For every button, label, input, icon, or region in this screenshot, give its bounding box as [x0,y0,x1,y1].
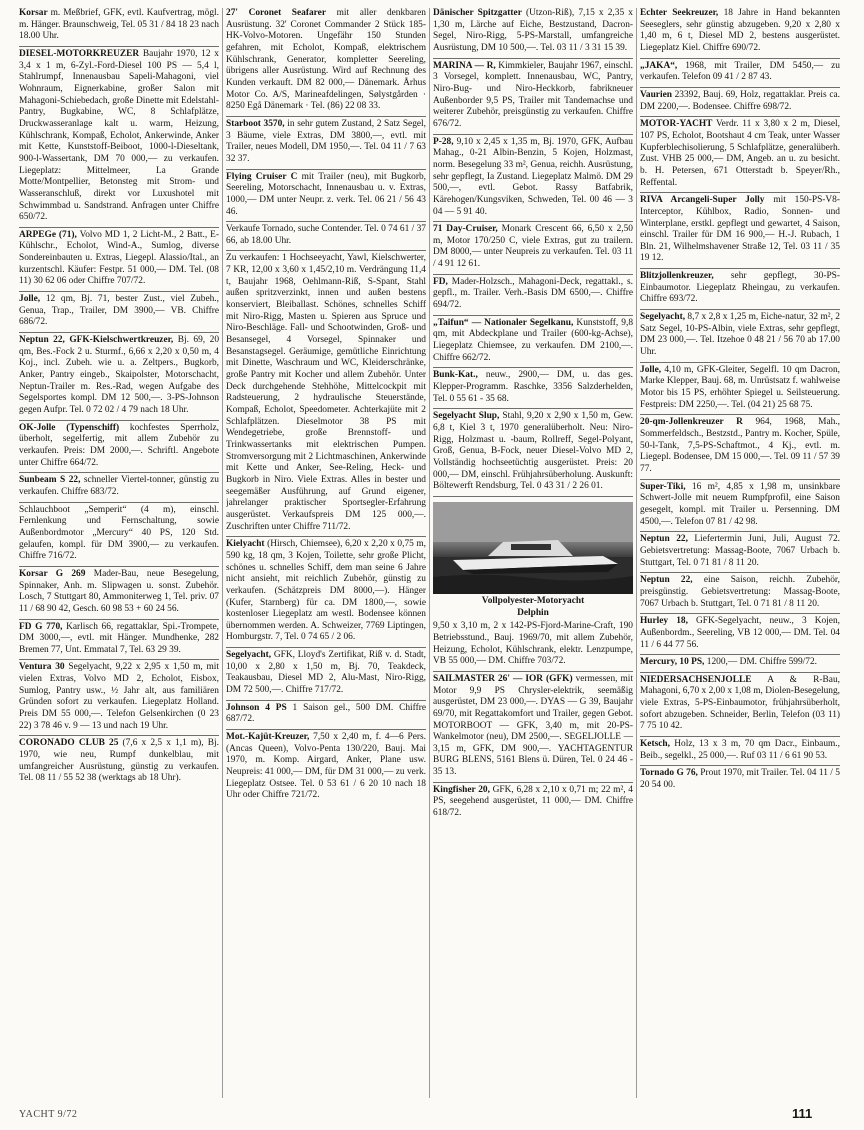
ad-body-text: m. Meßbrief, GFK, evtl. Kaufvertrag, mögl. m. Hänger. Braunschweig, Tel. 05 31 / 84 18 23 nach 18.00 Uhr. [19,8,219,42]
classified-ad [433,672,633,783]
ad-body-text: GFK, 6,28 x 2,10 x 0,71 m; 22 m², 4 PS, seegehend ausgerüstet, 11 000,— DM. Chiffre 618/72. [433,784,633,819]
ad-headline: Mercury, 10 PS, [640,657,705,668]
ad-headline: NIEDERSACHSENJOLLE [640,674,752,685]
classified-ad [19,333,219,421]
ad-headline: „JAKA“, [640,60,678,71]
classified-ad [640,673,840,737]
ad-body-text: GFK-Segelyacht, neuw., 3 Kojen, Außenbordm., Seereling, VB 12 000,— DM. Tel. 04 11 / 6 44 77 56. [640,616,840,650]
boat-photo [433,502,633,594]
ad-body-text: Liefertermin Juni, Juli, August 72. Gebietsvertretung: Massag-Boote, 7067 Urbach b. Stuttgart, Tel. 0 71 81 / 8 11 20. [640,534,840,568]
ad-column-3 [433,6,633,1102]
ad-headline: Hurley 18, [640,616,688,627]
classified-ad [640,766,840,794]
ad-column-4 [640,6,840,1102]
ad-body-text: Holz, 13 x 3 m, 70 qm Dacr., Einbaum., Beib., segelkl., 25 000,—. Ruf 03 11 / 6 61 90 53. [640,739,840,761]
classified-ad [19,228,219,292]
ad-headline: Vaurien [640,89,672,100]
classified-ad [640,88,840,117]
ad-body-text: Karlisch 66, regattaklar, Spi.-Trompete, DM 3000,—, evtl. mit Hänger. Mundhenke, 282 Bremen 77, Unt. Emmatal 7, Tel. 63 29 39. [19,621,219,655]
ad-headline: Johnson 4 PS [226,702,287,713]
column-divider [222,8,223,1098]
photo-caption: Vollpolyester-Motoryacht Delphin [481,595,585,618]
ad-headline: Segelyacht, [226,650,272,661]
classified-ad [19,736,219,788]
ad-body-text: neuw., 2900,— DM, u. das ges. Klepper-Programm. Raschke, 3356 Salzderhelden, Tel. 0 55 61 - 35 68. [433,370,633,404]
classified-ad [433,222,633,275]
ad-body-text: Mader-Holzsch., Mahagoni-Deck, regattakl., s. gepfl., m. Trailer. Verh.-Basis DM 6500,—. Chiffre 694/72. [433,276,633,311]
classified-ad [19,660,219,736]
classified-ad [226,537,426,648]
ad-body-text: Mader-Bau, neue Besegelung, Spinnaker, Anh. m. Slipwagen u. sonst. Zubehör. Losch, 7 Stuttgart 80, Ammoniterweg 1, Tel. priv. 07 11 / 68 90 42, Gesch. 60 98 53 + 60 24 56. [19,568,219,614]
classified-ad [226,701,426,730]
classified-ad [433,135,633,223]
classified-ad [226,730,426,805]
ad-body-text: (Hirsch, Chiemsee), 6,20 x 2,20 x 0,75 m, 590 kg, 18 qm, 3 Kojen, Toilette, sehr große Plicht, schönes u. schnelles Schiff, dem man seine 6 Jahre nicht ansieht, mit reichlich Zubehör, günstig zu verkaufen. (Schätzpreis DM 8000,—). Hänger (Kufer, Starnberg) für ca. DM 1800,—, sowie kostenloser Liegeplatz am westl. Bodensee können übernommen werden. A. Schweizer, 7769 Liptingen, Homburgstr. 7, Tel. 0 74 65 / 2 06. [226,539,426,643]
ad-body-text: 8,7 x 2,8 x 1,25 m, Eiche-natur, 32 m², 2 Satz Segel, 10-PS-Albin, viele Extras, sehr gepflegt, DM 23 000,—. Tel. Itzehoe 0 48 21 / 56 70 ab 17.00 Uhr. [640,312,840,358]
classified-ad [640,737,840,766]
ad-headline: RIVA Arcangeli-Super Jolly [640,195,765,206]
ad-headline: 71 Day-Cruiser, [433,224,498,235]
classified-ad [19,567,219,620]
ad-body-text: Kimmkieler, Baujahr 1967, einschl. 3 Vorsegel, komplett. Innenausbau, WC, Pantry, Niro-Bug- und Niro-Heckkorb, fabrikneuer Außenborder 9,5 PS, Trailer mit Tandemachse und weiterer Zubehör, preisgünstig zu verkaufen. Chiffre 676/72. [433,60,633,129]
ad-body-text: 1200,— DM. Chiffre 599/72. [704,657,817,668]
ad-body-text: 964, 1968, Mah., Sommerfeldsch., Bestzstd., Pantry m. Kocher, Spüle, 50-l-Tank, 7,5-PS-Schaftmot., 4 Kj., evtl. m. Liegepl. Bodensee, DM 15 000,—. Tel. 09 11 / 57 39 77. [640,417,840,474]
ad-headline: Ventura 30 [19,662,65,673]
ad-body-text: (Utzon-Riß), 7,15 x 2,35 x 1,30 m, Lärche auf Eiche, Bestzustand, Dacron-Segel, Niro-Rigg, 5-PS-Marstall, umfangreiche Ausrüstung, DM 10 500,—. Tel. 03 11 / 3 31 15 39. [433,8,633,53]
ad-headline: FD, [433,276,448,287]
classified-ad [433,497,633,672]
ad-body-text: vermessen, mit Motor 9,9 PS Chrysler-elektrik, seemäßig ausgerüstet, DM 23 000,—. DYAS — G 39, Baujahr 69/70, mit Regattakomfort und Trailer, gegen Gebot. MOTORBOOT — GFK, 3,40 m, mit 20-PS-Wankelmotor (neu), DM 2500,—. SEGELJOLLE — 3,15 m, GFK, DM 900,—. YACHTAGENTUR BURG BLENS, 5161 Blens ü. Düren, Tel. 0 24 46 - 35 13. [433,673,633,778]
classified-ad [226,648,426,701]
ad-body-text: 9,50 x 3,10 m, 2 x 142-PS-Fjord-Marine-Craft, 190 Betriebsstund., Bauj. 1969/70, mit allem Zubehör, Heizung, Echolot, Kühlschrank, elektr. Lenzpumpe, VB 55 000,— DM. Chiffre 703/72. [433,621,633,667]
classified-ad [19,6,219,47]
classified-ad [19,47,219,228]
classified-ad [640,363,840,416]
ad-body-text: Stahl, 9,20 x 2,90 x 1,50 m, Gew. 6,8 t, Kiel 3 t, 1970 generalüberholt. Neu: Niro-Rigg, Holzmast u. -baum, Rollreff, Segel-Polyant, Groß, Genua, B-Fock, neuer Diesel-Volvo MD 2, Vollständig hochseetüchtig ausgerüstet. Preis: 20 000,— DM, einschl. Frühjahrsüberholung. Auskunft: Böltewerft Rendsburg, Tel. 0 43 31 / 2 26 01. [433,411,633,492]
classified-ad [640,573,840,614]
classified-ad [640,59,840,88]
ad-body-text: (7,6 x 2,5 x 1,1 m), Bj. 1970, wie neu, Rumpf dunkelblau, mit umfangreicher Ausrüstung, günstig zu verkaufen. Tel. 08 11 / 55 52 38 (werktags ab 18 Uhr). [19,738,219,784]
ad-body-text: mit Trailer (neu), mit Bugkorb, Seereling, Motorschacht, Innenausbau u. v. Extras, 1000,— DM unter Neupr. z. verk. Tel. 06 21 / 56 43 46. [226,171,426,217]
classified-ad [640,6,840,59]
classified-ad [19,292,219,333]
ad-headline: Blitzjollenkreuzer, [640,271,714,282]
ad-headline: Bunk-Kat., [433,370,478,381]
classified-ad [640,532,840,573]
ad-body-text: eine Saison, reichh. Zubehör, preisgünstig. Gebietsvertretung: Massag-Boote, 7067 Urbach b. Stuttgart, Tel. 0 71 81 / 8 11 20. [640,575,840,609]
classified-ad [19,473,219,502]
ad-headline: Segelyacht Slup, [433,411,500,422]
ad-body-text: GFK, Lloyd's Zertifikat, Riß v. d. Stadt, 10,00 x 2,80 x 1,50 m, Bj. 70, Teakdeck, Teakausbau, Diesel MD 2, Alu-Mast, Niro-Rigg, DM 72 500,—. Chiffre 717/72. [226,650,426,696]
ad-headline: 20-qm-Jollenkreuzer R [640,417,743,428]
classified-ad [19,503,219,567]
classified-ad [640,480,840,533]
classified-ad [226,6,426,117]
ad-body-text: 1 Saison gel., 500 DM. Chiffre 687/72. [226,702,426,725]
ad-body-text: schneller Viertel-tonner, günstig zu verkaufen. Chiffre 683/72. [19,475,219,497]
ad-headline: Mot.-Kajüt-Kreuzer, [226,732,310,743]
ad-headline: DIESEL-MOTORKREUZER [19,48,140,59]
ad-body-text: 16 m², 4,85 x 1,98 m, unsinkbare Schwert-Jolle mit neuem Rumpfprofil, eine Saison gesegelt, kompl. mit Trailer u. Persenning. DM 4500,—. Telefon 07 81 / 42 98. [640,481,840,527]
ad-headline: Kielyacht [226,539,265,550]
classified-ad [640,193,840,269]
ad-body-text: Zu verkaufen: 1 Hochseeyacht, Yawl, Kielschwerter, 7 KR, 12,00 x 3,60 x 1,45/2,10 m. Verdrängung 11,4 t, Baujahr 1968, Oehlmann-Riß, S-Spant, Stahl außen spritzverzinkt, innen und außen bestens konserviert, Bleiballast. Schönes, schnelles Schiff mit Niro-Rigg, Masten u. Spieren aus Spruce und Niro-Beschläge. Fall- und Schootwinden, Groß- und Besansegel, 4 Vorsegel, Spinnaker und Besanstagsegel. Geräumige, gemütliche Einrichtung mit Dinette, Waschraum und WC, Kleiderschränke, große Pantry mit Kocher und allem Zubehör. Unter Deck durchgehende Stehhöhe, Mittelcockpit mit Radsteuerung, 2 hydraulische Steuerstände, Kompaß, Echolot, Speedometer. Achterkajüte mit 2 Schlafplätzen. Dieselmotor 38 PS mit Wendegetriebe, große Brennstoff- und Trinkwassertanks mit elektrischen Pumpen. Stromversorgung mit 2 Lichtmaschinen, Ankerwinde mit Kette und Anker, See-Reling, Heck- und Bugkorb in Niro. Viele Extras. Alles in bester und seegemäßer Ausführung, auf Grund eigener, jahrelanger praktischer Sportsegler-Erfahrung ausgerüstet. Verkaufspreis DM 125 000,—. Zuschriften unter Chiffre 711/72. [226,253,426,532]
ad-body-text: 4,10 m, GFK-Gleiter, Segelfl. 10 qm Dacron, Marke Klepper, Bauj. 68, m. Unrüstsatz f. wahlweise Motor bis 15 PS, erhöhter Spiegel u. Seilsteuerung. Festpreis: DM 2250,—. Tel. (04 21) 25 68 75. [640,364,840,410]
ad-body-text: Verdr. 11 x 3,80 x 2 m, Diesel, 107 PS, Echolot, Bootshaut 4 cm Teak, unter Wasser Kupferblechisolierung, 5 Schlafplätze, generalüberh. Zust. VHB 25 000,— DM, Angeb. an u. zu besicht. b. H. Petersen, 671 Otterstadt b. Speyer/Rh., Reffental. [640,119,840,188]
ad-headline: Echter Seekreuzer, [640,8,719,18]
magazine-issue-label: YACHT 9/72 [19,1109,78,1120]
classified-ad [640,310,840,363]
ad-body-text: Prout 1970, mit Trailer. Tel. 04 11 / 5 20 54 00. [640,768,840,791]
ad-body-text: 9,10 x 2,45 x 1,35 m, Bj. 1970, GFK, Aufbau Mahag., 0-21 Albin-Benzin, 5 Kojen, Holzmast, norm. Besegelung 33 m², Genua, reichh. Ausrüstung, sehr gepflegt, Ia Zustand. Liegeplatz Malmö. DM 29 500,—, evtl. Gebot. Rassy Batfabrik, Kärehogen/Kungsviken, Schweden, Tel. 00 46 — 3 04 — 5 91 40. [433,136,633,217]
ad-body-text: 7,50 x 2,40 m, f. 4—6 Pers. (Ancas Queen), Volvo-Penta 130/220, Bauj. Mai 1970, m. Komp. Airgard, Anker, Plane usw. Neupreis: 41 000,— DM, für DM 31 000,— zu verk. Liegeplatz Ostsee. Tel. 0 53 61 / 6 20 10 nach 18 Uhr oder Chiffre 721/72. [226,732,426,801]
ad-headline: Jolle, [19,294,41,305]
classified-ad [640,117,840,193]
ad-headline: MARINA — R, [433,60,496,71]
classified-ad [640,269,840,310]
ad-headline: Starboot 3570, [226,118,285,129]
ad-body-text: mit 150-PS-V8-Interceptor, Kühlbox, Radio, Sonnen- und Winterplane, erstkl. gepflegt und gewartet, 4 Saison, einschl. Trailer für DM 16 900,— H.-J. Rubach, 1 Bln. 21, Wilhelmshavener Straße 12, Tel. 03 11 / 35 19 12. [640,195,840,264]
ad-headline: Sunbeam S 22, [19,475,81,486]
classified-ad [433,783,633,823]
ad-body-text: A & R-Bau, Mahagoni, 6,70 x 2,00 x 1,08 m, Diolen-Besegelung, viele Extras, 5-PS-Einbaumotor, frühjahrsüberholt, sofort abzugeben. Schneider, Berlin, Telefon (03 11) 7 75 10 42. [640,674,840,732]
ad-body-text: Kunststoff, 9,8 qm, mit Abdeckplane und Trailer (600-kg-Achse), Liegeplatz Chiemsee, zu verkaufen. DM 2100,—. Chiffre 662/72. [433,317,633,363]
classified-ad [433,6,633,59]
ad-headline: Dänischer Spitzgatter [433,8,522,18]
ad-body-text: Monark Crescent 66, 6,50 x 2,50 m, Motor 170/250 C, viele Extras, gut zu trailern. DM 8000,— unter Neupreis zu verkaufen. Tel. 03 11 / 4 91 12 61. [433,224,633,270]
classified-ad [226,251,426,537]
classified-ad [226,222,426,251]
ad-headline: Korsar G 269 [19,568,86,579]
classified-ad [19,620,219,661]
ad-headline: MOTOR-YACHT [640,119,713,130]
ad-body-text: in sehr gutem Zustand, 2 Satz Segel, 3 Bäume, viele Extras, DM 3800,—, evtl. mit Trailer, neues Modell, DM 1950,—. Tel. 04 11 / 7 63 32 37. [226,118,426,164]
ad-headline: 27' Coronet Seafarer [226,8,326,18]
ad-headline: ARPEGe (71), [19,229,77,240]
ad-headline: Tornado G 76, [640,768,698,779]
ad-body-text: 1968, mit Trailer, DM 5450,— zu verkaufen. Telefon 09 41 / 2 87 43. [640,60,840,83]
column-divider [636,8,637,1098]
ad-headline: „Taifun“ — Nationaler Segelkanu, [433,317,574,328]
ad-body-text: 23392, Bauj. 69, Holz, regattaklar. Preis ca. DM 2200,—. Bodensee. Chiffre 698/72. [640,89,840,112]
ad-body-text: Schlauchboot „Semperit“ (4 m), einschl. Fernlenkung und Fernschaltung, sowie Außenbordmotor „Mercury“ 40 PS, 120 Std. gelaufen, kompl. für DM 3900,— zu verkaufen. Chiffre 716/72. [19,504,219,562]
ad-body-text: Volvo MD 1, 2 Licht-M., 2 Batt., E-Kühlschr., Echolot, Wind-A., Sumlog, diverse Sondereinbauten u. Extras, Liegepl. Alassio/Ital., an kurzentschl. Käufer: Festpr. 51 000,— DM. Tel. (08 11) 30 62 06 oder Chiffre 707/72. [19,229,219,287]
ad-headline: Korsar [19,8,48,18]
classified-ad [433,409,633,497]
ad-headline: Segelyacht, [640,312,686,323]
ad-headline: Super-Tiki, [640,481,686,492]
classified-ad [640,614,840,655]
classified-ad [433,275,633,316]
column-divider [429,8,430,1098]
ad-body-text: sehr gepflegt, 30-PS-Einbaumotor. Liegeplatz Rheingau, zu verkaufen. Chiffre 693/72. [640,271,840,305]
ad-headline: Neptun 22, [640,575,693,586]
classified-ad [640,655,840,673]
classified-ad [433,316,633,369]
ad-headline: Kingfisher 20, [433,784,490,795]
ad-headline: CORONADO CLUB 25 [19,738,119,749]
ad-body-text: kochfestes Sperrholz, überholt, segelfertig, mit allem Zubehör zu verkaufen. Preis: DM 2000,—. Schriftl. Angebote unter Chiffre 664/72. [19,422,219,468]
classified-ad [433,368,633,409]
ad-headline: Ketsch, [640,739,670,750]
ad-body-text: Verkaufe Tornado, suche Contender. Tel. 0 74 61 / 37 66, ab 18.00 Uhr. [226,224,426,246]
ad-column-1 [19,6,219,1102]
page-number: 111 [792,1106,813,1121]
classified-ad [19,421,219,474]
classified-ad [640,415,840,479]
ad-body-text: mit aller denkbaren Ausrüstung. 32' Coronet Commander 2 Stück 185-HK-Volvo-Motoren. Ungefähr 150 Stunden gefahren, mit Echolot, Kompaß, elektrischem Kühlschrank, Generator, kompletter Seereling, übrigens aller Ausrüstung. Wird auf Rechnung des Kunden verkauft. DM 82 000,— Dänemark. Århus Motor Co. A/S, Marineafdelingen, Sølystgården · 8250 Egå Dänemark · Tel. (86) 22 08 33. [226,8,426,112]
ad-headline: P-28, [433,136,454,147]
classified-ad [226,170,426,223]
ad-body-text: Baujahr 1970, 12 x 3,4 x 1 m, 6-Zyl.-Ford-Diesel 100 PS — 5,4 l, Stahlrumpf, Innenausbau Sapeli-Mahagoni, viel Wohnraum, Eignerkabine, großer Salon mit Mahagoni-Schiebedach, große Dinette mit Edelstahl-Pantry, Bugkabine, WC, 8 Schlafplätze, Druckwasseranlage kalt u. warm, Heizung, Kühlschrank, Kompaß, Echolot, Ankerwinde, Anker mit Kette, Kunststoff-Beiboot, 1000-l-Dieseltank, 900-l-Wassertank, DM 70 000,— zu verkaufen. Liegeplatz: Mittelmeer, La Grande Motte/Montpellier, Betonsteg mit Strom- und Wasseranschluß, direkt vor Luxushotel mit Schwimmbad u. Sandstrand. Anfragen unter Chiffre 650/72. [19,48,219,223]
ad-headline: SAILMASTER 26' — IOR (GFK) [433,673,573,684]
ad-body-text: Bj. 69, 20 qm, Bes.-Fock 2 u. Sturmf., 6,66 x 2,20 x 0,50 m, 4 Koj., incl. Zubeh. wie u. a. Zeltpers., Bugkorb, Anker, Pantry eingeb., Skaipolster, Motorschacht, Neptun-Trailer m. Res.-Rad, wegen Aufgabe des Segelsportes kompl. DM 12 500,—. 3-PS-Johnson gegen Aufpr. Tel. 0 72 02 / 4 79 nach 18 Uhr. [19,335,219,415]
ad-body-text: Segelyacht, 9,22 x 2,95 x 1,50 m, mit vielen Extras, Volvo MD 2, Echolot, Eisbox, Sumlog, Pantry usw., ½ Jahr alt, aus familiären Gründen sofort zu verkaufen. Liegeplatz Holland. Preis DM 55 000,—. Telefon Gelsenkirchen (0 23 22) 3 78 46 v. 9 — 13 und nach 19 Uhr. [19,662,219,731]
classified-ad [433,59,633,135]
ad-headline: Flying Cruiser C [226,171,298,182]
ad-headline: Neptun 22, [640,534,688,545]
ad-body-text: 12 qm, Bj. 71, bester Zust., viel Zubeh., Genua, Trap., Trailer, DM 3900,— VB. Chiffre 686/72. [19,294,219,328]
classified-ad [226,117,426,170]
ad-headline: Neptun 22, GFK-Kielschwertkreuzer, [19,335,174,346]
ad-body-text: 18 Jahre in Hand bekannten Seeseglers, sehr günstig abzugeben. 9,20 x 2,80 x 1,40 m, 6 t, Diesel MD 2, bestens ausgerüstet. Liegeplatz Kiel. Chiffre 690/72. [640,8,840,53]
ad-headline: OK-Jolle (Typenschiff) [19,422,120,433]
ad-headline: Jolle, [640,364,662,375]
ad-column-2 [226,6,426,1102]
ad-headline: FD G 770, [19,621,63,632]
